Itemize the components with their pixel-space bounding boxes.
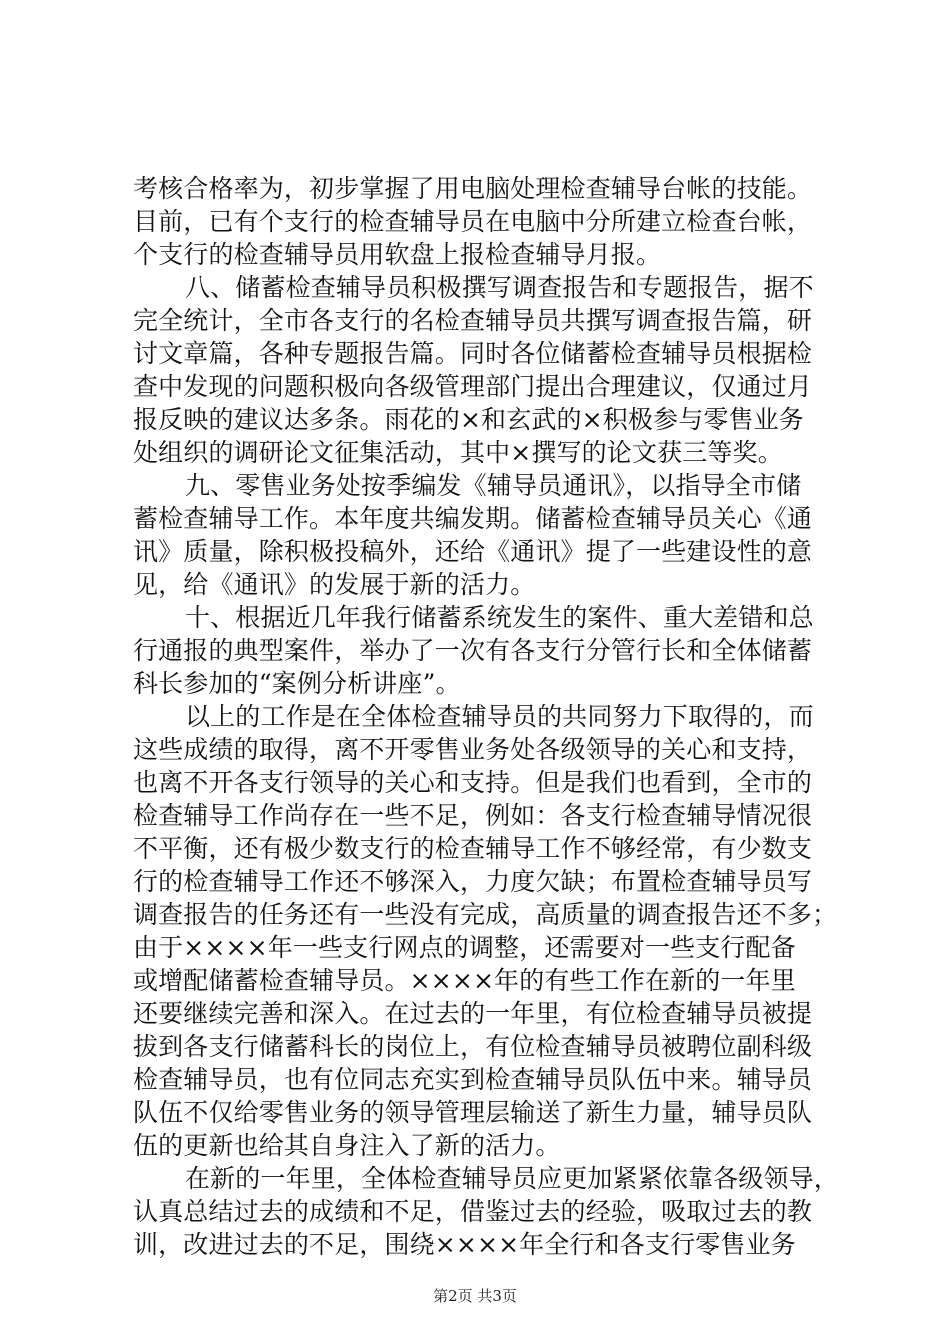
text-line: 处组织的调研论文征集活动，其中×撰写的论文获三等奖。 bbox=[133, 438, 783, 467]
text-line: 报反映的建议达多条。雨花的×和玄武的×积极参与零售业务 bbox=[133, 405, 804, 434]
text-line: 查中发现的问题积极向各级管理部门提出合理建议，仅通过月 bbox=[133, 372, 813, 401]
text-line: 调查报告的任务还有一些没有完成，高质量的调查报告还不多； bbox=[133, 900, 838, 929]
text-line: 行的检查辅导工作还不够深入，力度欠缺；布置检查辅导员写 bbox=[133, 867, 813, 896]
text-line: 不平衡，还有极少数支行的检查辅导工作不够经常，有少数支 bbox=[133, 834, 813, 863]
text-line: 个支行的检查辅导员用软盘上报检查辅导月报。 bbox=[133, 240, 662, 269]
text-line: 检查辅导员，也有位同志充实到检查辅导员队伍中来。辅导员 bbox=[133, 1065, 813, 1094]
text-line: 讯》质量，除积极投稿外，还给《通讯》提了一些建设性的意 bbox=[133, 537, 813, 566]
text-line: 蓄检查辅导工作。本年度共编发期。储蓄检查辅导员关心《通 bbox=[133, 504, 813, 533]
text-line: 以上的工作是在全体检查辅导员的共同努力下取得的，而 bbox=[185, 702, 814, 731]
text-line: 检查辅导工作尚存在一些不足，例如：各支行检查辅导情况很 bbox=[133, 801, 813, 830]
text-line: 十、根据近几年我行储蓄系统发生的案件、重大差错和总 bbox=[185, 603, 814, 632]
text-line: 在新的一年里，全体检查辅导员应更加紧紧依靠各级领导， bbox=[185, 1164, 839, 1193]
text-line: 目前，已有个支行的检查辅导员在电脑中分所建立检查台帐， bbox=[133, 207, 813, 236]
text-line: 认真总结过去的成绩和不足，借鉴过去的经验，吸取过去的教 bbox=[133, 1197, 813, 1226]
text-line: 队伍不仅给零售业务的领导管理层输送了新生力量，辅导员队 bbox=[133, 1098, 813, 1127]
text-line: 这些成绩的取得，离不开零售业务处各级领导的关心和支持， bbox=[133, 735, 813, 764]
text-line: 拔到各支行储蓄科长的岗位上，有位检查辅导员被聘位副科级 bbox=[133, 1032, 813, 1061]
text-line: 还要继续完善和深入。在过去的一年里，有位检查辅导员被提 bbox=[133, 999, 813, 1028]
text-line: 见，给《通讯》的发展于新的活力。 bbox=[133, 570, 536, 599]
text-line: 讨文章篇，各种专题报告篇。同时各位储蓄检查辅导员根据检 bbox=[133, 339, 813, 368]
text-line: 训，改进过去的不足，围绕××××年全行和各支行零售业务 bbox=[133, 1230, 796, 1259]
text-line: 伍的更新也给其自身注入了新的活力。 bbox=[133, 1131, 561, 1160]
page-footer: 第2页 共3页 bbox=[433, 1287, 517, 1305]
text-line: 九、零售业务处按季编发《辅导员通讯》，以指导全市储 bbox=[185, 471, 802, 500]
document-body bbox=[133, 172, 839, 1261]
text-line: 完全统计，全市各支行的名检查辅导员共撰写调查报告篇，研 bbox=[133, 306, 813, 335]
text-line: 也离不开各支行领导的关心和支持。但是我们也看到，全市的 bbox=[133, 768, 813, 797]
text-line: 科长参加的“案例分析讲座”。 bbox=[133, 669, 461, 698]
text-line: 行通报的典型案件，举办了一次有各支行分管行长和全体储蓄 bbox=[133, 636, 813, 665]
text-line: 由于××××年一些支行网点的调整，还需要对一些支行配备 bbox=[133, 933, 796, 962]
text-line: 或增配储蓄检查辅导员。××××年的有些工作在新的一年里 bbox=[133, 966, 796, 995]
text-line: 八、储蓄检查辅导员积极撰写调查报告和专题报告，据不 bbox=[185, 273, 814, 302]
text-line: 考核合格率为，初步掌握了用电脑处理检查辅导台帐的技能。 bbox=[133, 174, 813, 203]
